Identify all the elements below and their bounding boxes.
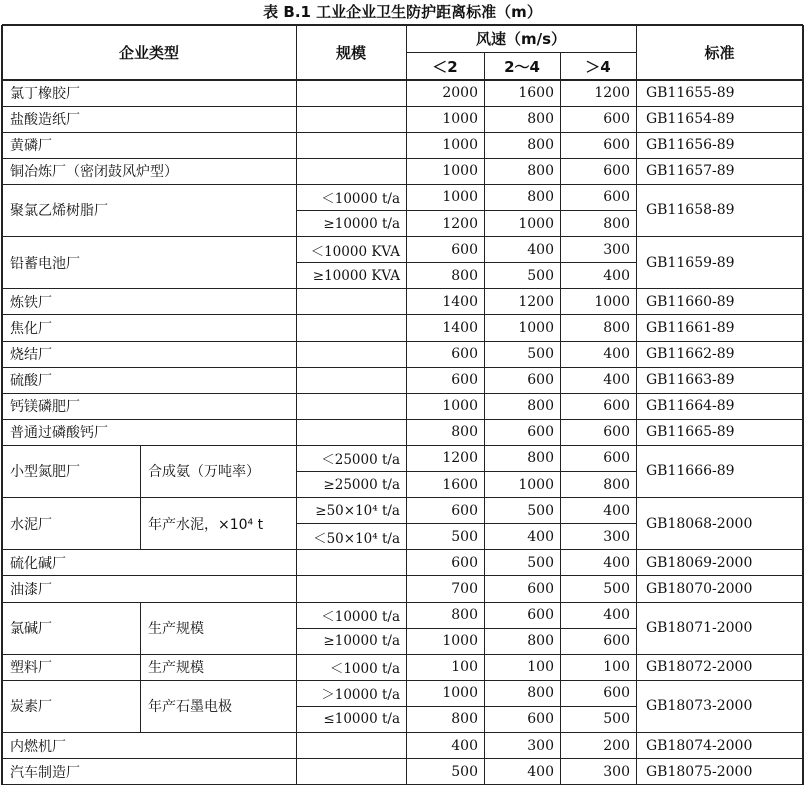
distance-value: 800 xyxy=(451,267,478,284)
standard-code: GB11666-89 xyxy=(646,463,735,480)
distance-value: 800 xyxy=(527,111,554,128)
distance-value: 400 xyxy=(451,737,478,754)
grid-line xyxy=(2,314,803,315)
grid-line xyxy=(2,393,803,394)
grid-line xyxy=(296,106,297,132)
scale-range: ≥10000 KVA xyxy=(312,267,400,284)
grid-line xyxy=(296,210,636,211)
grid-line xyxy=(296,419,297,445)
distance-value: 500 xyxy=(451,528,478,545)
standard-code: GB11657-89 xyxy=(646,163,735,180)
distance-value: 800 xyxy=(527,398,554,415)
distance-value: 800 xyxy=(603,215,630,232)
distance-value: 800 xyxy=(451,607,478,624)
scale-range: ＜1000 t/a xyxy=(329,661,400,678)
grid-line xyxy=(1,25,3,785)
grid-line xyxy=(2,419,803,420)
distance-value: 1200 xyxy=(594,85,630,102)
standard-code: GB18070-2000 xyxy=(646,580,753,597)
distance-value: 600 xyxy=(451,241,478,258)
header-wind-lt2: ＜2 xyxy=(432,57,458,76)
standard-code: GB11662-89 xyxy=(646,346,735,363)
enterprise-type: 硫化碱厂 xyxy=(10,555,66,572)
distance-value: 1000 xyxy=(442,163,478,180)
distance-value: 600 xyxy=(451,502,478,519)
scale-range: ＜25000 t/a xyxy=(321,452,400,469)
distance-value: 1000 xyxy=(442,685,478,702)
header-standard: 标准 xyxy=(704,44,735,62)
distance-value: 500 xyxy=(451,763,478,780)
distance-value: 500 xyxy=(527,554,554,571)
distance-value: 300 xyxy=(603,763,630,780)
distance-value: 600 xyxy=(603,398,630,415)
grid-line xyxy=(140,602,141,654)
grid-line xyxy=(2,106,803,107)
enterprise-type: 炭素厂 xyxy=(10,699,52,716)
grid-line xyxy=(296,315,297,341)
distance-value: 1600 xyxy=(442,476,478,493)
enterprise-type: 油漆厂 xyxy=(10,581,52,598)
distance-value: 400 xyxy=(603,502,630,519)
distance-value: 600 xyxy=(527,372,554,389)
distance-value: 400 xyxy=(527,763,554,780)
grid-line xyxy=(140,445,141,497)
standard-code: GB11656-89 xyxy=(646,137,735,154)
distance-value: 800 xyxy=(527,163,554,180)
distance-value: 600 xyxy=(603,424,630,441)
scale-range: ＞10000 t/a xyxy=(321,687,400,704)
grid-line xyxy=(296,576,297,602)
grid-line xyxy=(2,79,803,81)
scale-range: ＜10000 t/a xyxy=(321,191,400,208)
standard-code: GB11660-89 xyxy=(646,293,735,310)
grid-line xyxy=(296,132,297,158)
grid-line xyxy=(296,733,297,759)
standard-code: GB18073-2000 xyxy=(646,698,753,715)
distance-value: 400 xyxy=(527,528,554,545)
distance-value: 1000 xyxy=(442,111,478,128)
grid-line xyxy=(2,680,803,681)
distance-value: 400 xyxy=(603,346,630,363)
grid-line xyxy=(636,25,637,80)
distance-value: 300 xyxy=(603,528,630,545)
grid-line xyxy=(484,52,485,80)
enterprise-type: 钙镁磷肥厂 xyxy=(10,399,80,416)
grid-line xyxy=(406,52,636,53)
distance-value: 600 xyxy=(603,685,630,702)
scale-range: ≥25000 t/a xyxy=(323,476,400,493)
scale-range: ≥10000 t/a xyxy=(323,215,400,232)
enterprise-type: 氯丁橡胶厂 xyxy=(10,86,80,103)
enterprise-type: 烧结厂 xyxy=(10,347,52,364)
grid-line xyxy=(2,288,803,289)
grid-line xyxy=(296,262,636,263)
header-enterprise-type: 企业类型 xyxy=(118,44,179,62)
distance-value: 800 xyxy=(527,137,554,154)
enterprise-type: 普通过磷酸钙厂 xyxy=(10,425,108,442)
enterprise-type: 炼铁厂 xyxy=(10,294,52,311)
distance-value: 400 xyxy=(603,267,630,284)
scale-range: ≤10000 t/a xyxy=(323,711,400,728)
grid-line xyxy=(296,706,636,707)
distance-value: 800 xyxy=(603,476,630,493)
distance-value: 1000 xyxy=(442,137,478,154)
standard-code: GB18072-2000 xyxy=(646,659,753,676)
header-wind-speed: 风速（m/s） xyxy=(475,30,567,48)
scale-category: 生产规模 xyxy=(148,621,204,638)
distance-value: 600 xyxy=(603,450,630,467)
grid-line xyxy=(2,497,803,498)
enterprise-type: 硫酸厂 xyxy=(10,373,52,390)
scale-range: ＜10000 KVA xyxy=(310,243,400,260)
distance-value: 600 xyxy=(451,554,478,571)
enterprise-type: 水泥厂 xyxy=(10,516,52,533)
scale-category: 年产石墨电极 xyxy=(148,699,232,716)
standard-code: GB18068-2000 xyxy=(646,515,753,532)
enterprise-type: 铜冶炼厂（密闭鼓风炉型） xyxy=(10,164,178,181)
scale-range: ≥10000 t/a xyxy=(323,633,400,650)
grid-line xyxy=(2,575,803,576)
standard-code: GB11665-89 xyxy=(646,424,735,441)
grid-line xyxy=(406,25,407,80)
distance-value: 1000 xyxy=(442,398,478,415)
distance-value: 800 xyxy=(527,685,554,702)
enterprise-type: 氯碱厂 xyxy=(10,621,52,638)
distance-value: 1200 xyxy=(518,293,554,310)
grid-line xyxy=(140,498,141,550)
distance-value: 100 xyxy=(451,659,478,676)
standard-code: GB11655-89 xyxy=(646,85,735,102)
distance-value: 400 xyxy=(603,372,630,389)
grid-line xyxy=(2,654,803,655)
distance-value: 1400 xyxy=(442,319,478,336)
grid-line xyxy=(2,158,803,159)
distance-value: 600 xyxy=(527,424,554,441)
grid-line xyxy=(296,341,297,367)
distance-value: 200 xyxy=(603,737,630,754)
distance-value: 700 xyxy=(451,580,478,597)
standard-code: GB18075-2000 xyxy=(646,763,753,780)
distance-value: 2000 xyxy=(442,85,478,102)
distance-value: 800 xyxy=(451,424,478,441)
grid-line xyxy=(2,445,803,446)
standard-code: GB11654-89 xyxy=(646,111,735,128)
enterprise-type: 盐酸造纸厂 xyxy=(10,112,80,129)
distance-value: 500 xyxy=(527,267,554,284)
grid-line xyxy=(296,25,297,80)
grid-line xyxy=(2,132,803,133)
standard-code: GB11661-89 xyxy=(646,319,735,336)
distance-value: 600 xyxy=(527,711,554,728)
grid-line xyxy=(2,549,803,550)
enterprise-type: 聚氯乙烯树脂厂 xyxy=(10,203,108,220)
distance-value: 600 xyxy=(603,189,630,206)
header-wind-2to4: 2～4 xyxy=(504,57,540,76)
standard-code: GB18071-2000 xyxy=(646,620,753,637)
distance-value: 1000 xyxy=(518,319,554,336)
header-scale: 规模 xyxy=(335,44,366,62)
enterprise-type: 内燃机厂 xyxy=(10,738,66,755)
grid-line xyxy=(296,471,636,472)
grid-line xyxy=(2,184,803,185)
distance-value: 300 xyxy=(527,737,554,754)
distance-value: 800 xyxy=(603,319,630,336)
scale-category: 年产水泥，×10⁴ t xyxy=(148,516,264,533)
grid-line xyxy=(2,758,803,759)
distance-value: 1000 xyxy=(518,476,554,493)
grid-line xyxy=(2,784,803,786)
distance-value: 600 xyxy=(603,137,630,154)
standard-code: GB11658-89 xyxy=(646,202,735,219)
grid-line xyxy=(296,158,297,184)
distance-value: 1000 xyxy=(594,293,630,310)
grid-line xyxy=(2,24,803,26)
grid-line xyxy=(2,602,803,603)
distance-value: 300 xyxy=(603,241,630,258)
grid-line xyxy=(140,654,141,680)
enterprise-type: 黄磷厂 xyxy=(10,138,52,155)
distance-value: 600 xyxy=(603,111,630,128)
distance-value: 600 xyxy=(451,346,478,363)
distance-value: 100 xyxy=(527,659,554,676)
grid-line xyxy=(296,289,297,315)
distance-value: 400 xyxy=(603,607,630,624)
grid-line xyxy=(296,80,297,106)
grid-line xyxy=(296,523,636,524)
grid-line xyxy=(296,367,297,393)
distance-value: 1000 xyxy=(442,189,478,206)
distance-value: 500 xyxy=(603,580,630,597)
table-title: 表 B.1 工业企业卫生防护距离标准（m） xyxy=(263,3,542,21)
distance-value: 1200 xyxy=(442,215,478,232)
distance-value: 1600 xyxy=(518,85,554,102)
grid-line xyxy=(296,628,636,629)
grid-line xyxy=(802,25,804,785)
distance-value: 600 xyxy=(603,163,630,180)
grid-line xyxy=(2,367,803,368)
distance-value: 100 xyxy=(603,659,630,676)
grid-line xyxy=(140,680,141,732)
enterprise-type: 汽车制造厂 xyxy=(10,764,80,781)
grid-line xyxy=(2,732,803,733)
distance-value: 1400 xyxy=(442,293,478,310)
grid-line xyxy=(296,550,297,576)
scale-range: ≥50×10⁴ t/a xyxy=(315,502,400,519)
distance-value: 800 xyxy=(451,711,478,728)
distance-value: 500 xyxy=(603,711,630,728)
distance-value: 800 xyxy=(527,633,554,650)
grid-line xyxy=(296,393,297,419)
standard-code: GB18069-2000 xyxy=(646,554,753,571)
distance-value: 600 xyxy=(527,607,554,624)
distance-value: 500 xyxy=(527,346,554,363)
distance-value: 600 xyxy=(527,580,554,597)
distance-value: 400 xyxy=(603,554,630,571)
scale-category: 生产规模 xyxy=(148,660,204,677)
enterprise-type: 小型氮肥厂 xyxy=(10,464,80,481)
standard-code: GB18074-2000 xyxy=(646,737,753,754)
distance-value: 800 xyxy=(527,189,554,206)
header-wind-gt4: ＞4 xyxy=(585,57,611,76)
grid-line xyxy=(2,341,803,342)
enterprise-type: 铅蓄电池厂 xyxy=(10,255,80,272)
enterprise-type: 焦化厂 xyxy=(10,320,52,337)
grid-line xyxy=(2,236,803,237)
distance-value: 800 xyxy=(527,450,554,467)
scale-range: ＜10000 t/a xyxy=(321,609,400,626)
scale-category: 合成氨（万吨率） xyxy=(148,464,260,481)
distance-value: 500 xyxy=(527,502,554,519)
standard-code: GB11663-89 xyxy=(646,372,735,389)
standard-code: GB11659-89 xyxy=(646,254,735,271)
enterprise-type: 塑料厂 xyxy=(10,660,52,677)
distance-value: 1000 xyxy=(442,633,478,650)
grid-line xyxy=(560,52,561,80)
distance-value: 600 xyxy=(451,372,478,389)
distance-value: 1200 xyxy=(442,450,478,467)
grid-line xyxy=(296,759,297,785)
distance-value: 400 xyxy=(527,241,554,258)
distance-value: 1000 xyxy=(518,215,554,232)
grid-line xyxy=(296,654,297,680)
distance-value: 600 xyxy=(603,633,630,650)
scale-range: ＜50×10⁴ t/a xyxy=(313,530,400,547)
standard-code: GB11664-89 xyxy=(646,398,735,415)
